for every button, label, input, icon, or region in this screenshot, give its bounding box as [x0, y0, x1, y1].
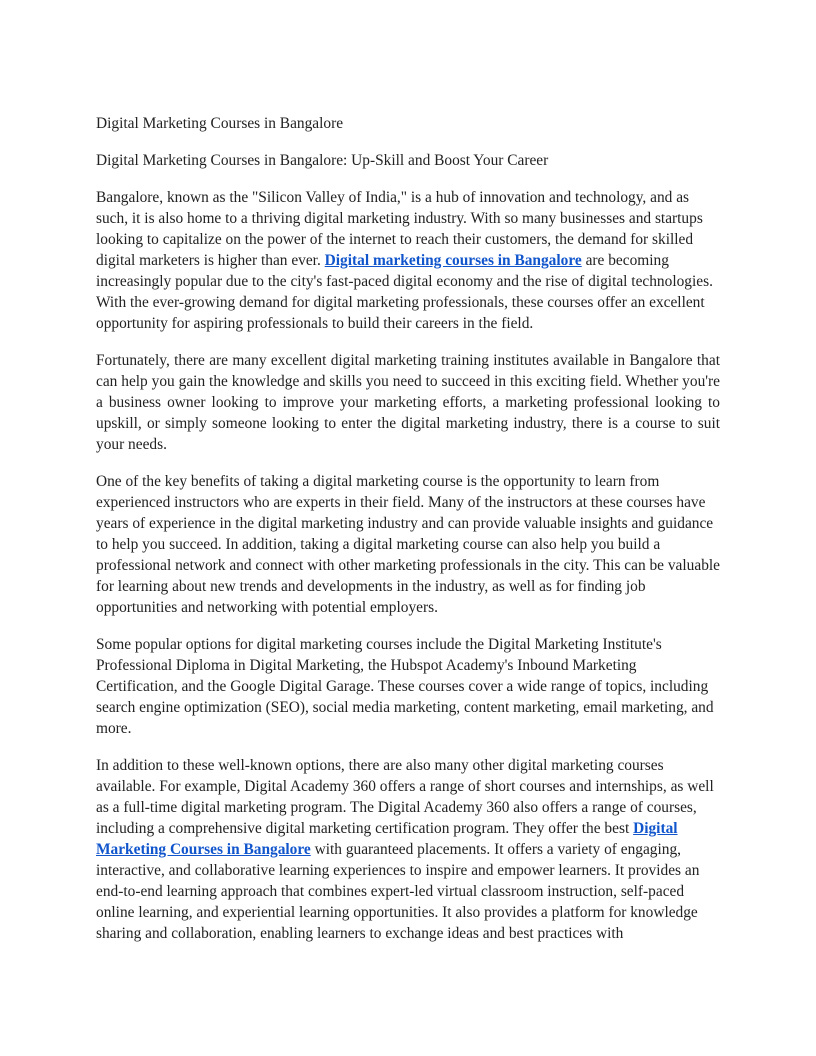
document-title: Digital Marketing Courses in Bangalore — [96, 115, 344, 132]
document-subtitle: Digital Marketing Courses in Bangalore: Up-Skill and Boost Your Career — [96, 152, 549, 169]
paragraph-popular-options: Some popular options for digital marketing courses include the Digital Marketing Institute's Professional Diploma in Digital Marketing, the Hubspot Academy's Inbound Marketing Certification, and the Google Digital Garage. These courses cover a wide range of topics, including search engine optimization (SEO), social media marketing, content marketing, email marketing, and more. — [96, 636, 714, 737]
paragraph-intro-text-after: are becoming increasingly popular due to the city's fast-paced digital economy and the rise of digital technologies. With the ever-growing demand for digital marketing professionals, these courses offer an excellent opportunity for aspiring professionals to build their careers in the field. — [96, 252, 713, 332]
paragraph-academy-text-after: with guaranteed placements. It offers a variety of engaging, interactive, and collaborative learning experiences to inspire and empower learners. It provides an end-to-end learning approach that combines expert-led virtual classroom instruction, self-paced online learning, and experiential learning opportunities. It also provides a platform for knowledge sharing and collaboration, enabling learners to exchange ideas and best practices with — [96, 841, 700, 942]
document-body — [96, 113, 720, 960]
digital-marketing-courses-link[interactable]: Digital marketing courses in Bangalore — [324, 252, 582, 269]
digital-marketing-courses-bangalore-link[interactable]: Digital Marketing Courses in Bangalore — [96, 820, 678, 858]
paragraph-intro-text-before: Bangalore, known as the "Silicon Valley of India," is a hub of innovation and technology, and as such, it is also home to a thriving digital marketing industry. With so many businesses and startups looking to capitalize on the power of the internet to reach their customers, the demand for skilled digital marketers is higher than ever. — [96, 189, 703, 269]
paragraph-benefits: One of the key benefits of taking a digital marketing course is the opportunity to learn from experienced instructors who are experts in their field. Many of the instructors at these courses have years of experience in the digital marketing industry and can provide valuable insights and guidance to help you succeed. In addition, taking a digital marketing course can also help you build a professional network and connect with other marketing professionals in the city. This can be valuable for learning about new trends and developments in the industry, as well as for finding job opportunities and networking with potential employers. — [96, 473, 720, 616]
paragraph-intro — [96, 187, 720, 334]
paragraph-academy-text-before: In addition to these well-known options, there are also many other digital marketing courses available. For example, Digital Academy 360 offers a range of short courses and internships, as well as a full-time digital marketing program. The Digital Academy 360 also offers a range of courses, including a comprehensive digital marketing certification program. They offer the best — [96, 757, 714, 837]
paragraph-academy-360 — [96, 755, 720, 944]
paragraph-institutes: Fortunately, there are many excellent digital marketing training institutes available in Bangalore that can help you gain the knowledge and skills you need to succeed in this exciting field. Whether you're a business owner looking to improve your marketing efforts, a marketing professional looking to upskill, or simply someone looking to enter the digital marketing industry, there is a course to suit your needs. — [96, 352, 720, 453]
